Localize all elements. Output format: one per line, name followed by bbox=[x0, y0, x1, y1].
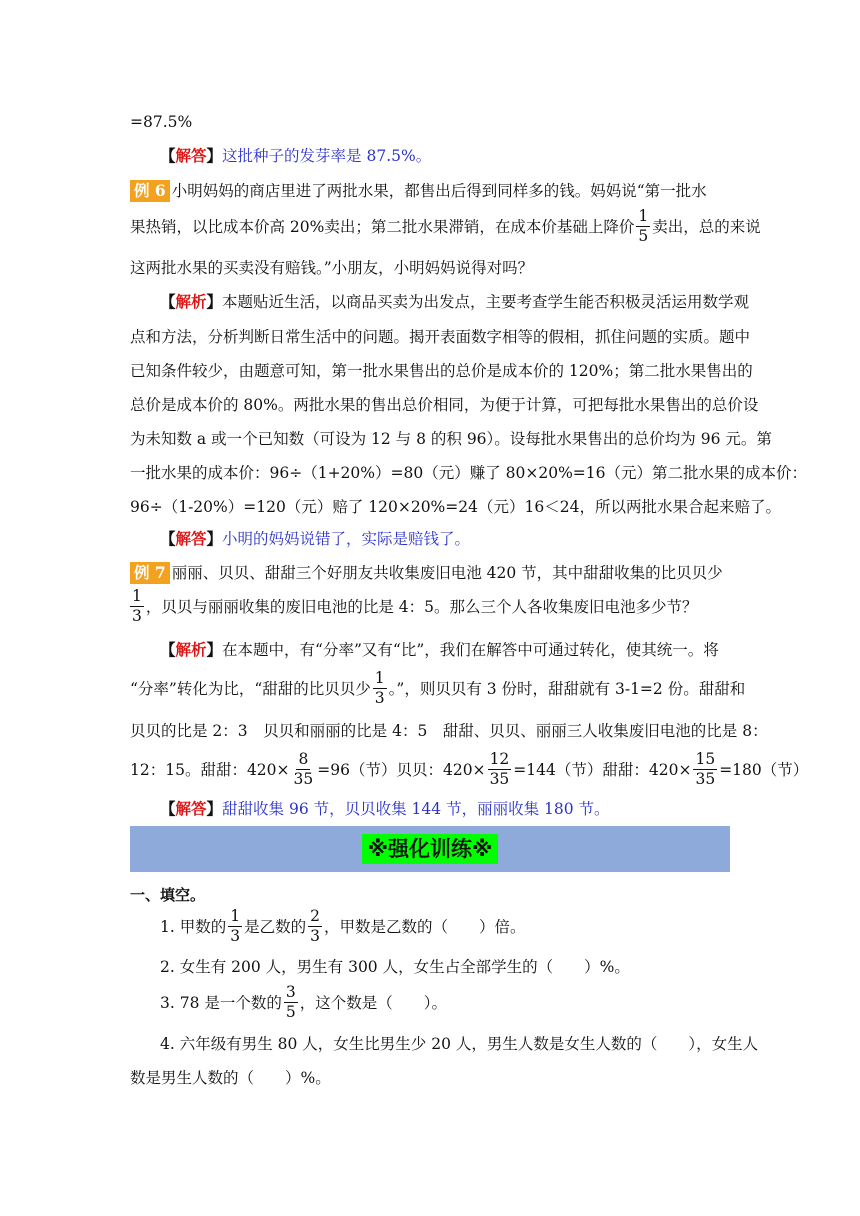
q1-fraction-1 bbox=[228, 907, 242, 946]
answer-text: 这批种子的发芽率是 87.5%。 bbox=[222, 147, 432, 165]
ex6-analysis-line4: 总价是成本价的 80%。两批水果的售出总价相同，为便于计算，可把每批水果售出的总价设 bbox=[130, 396, 759, 414]
answer-label: 解答 bbox=[175, 799, 207, 818]
fraction-denominator: 3 bbox=[374, 688, 385, 707]
analysis-label: 解析 bbox=[175, 640, 207, 659]
fraction-numerator: 3 bbox=[285, 982, 296, 1001]
analysis-text2b: 。”，则贝贝有 3 份时，甜甜就有 3-1=2 份。甜甜和 bbox=[388, 680, 746, 698]
bracket-open: 【 bbox=[160, 146, 176, 165]
bracket-close: 】 bbox=[206, 640, 223, 659]
ex6-line1 bbox=[130, 180, 707, 202]
analysis-text2a: “分率”转化为比，“甜甜的比贝贝少 bbox=[130, 680, 371, 698]
ex6-answer bbox=[160, 529, 470, 549]
ex7-analysis-line2 bbox=[130, 668, 745, 708]
fraction-numerator: 1 bbox=[374, 668, 385, 687]
answer-label: 解答 bbox=[175, 529, 207, 548]
fraction-denominator: 5 bbox=[285, 1002, 296, 1021]
fraction-denominator: 35 bbox=[293, 769, 314, 788]
ex6-analysis-line5: 为未知数 a 或一个已知数（可设为 12 与 8 的积 96）。设每批水果售出的总价均为 96 元。第 bbox=[130, 430, 772, 448]
fraction-denominator: 5 bbox=[638, 226, 649, 245]
bracket-open: 【 bbox=[160, 640, 176, 659]
analysis-text4b: =96（节）贝贝：420× bbox=[317, 761, 486, 779]
bracket-open: 【 bbox=[160, 799, 176, 818]
answer-label: 解答 bbox=[175, 146, 207, 165]
section-title: 一、填空。 bbox=[130, 886, 206, 904]
intro-result: =87.5% bbox=[130, 113, 193, 131]
analysis-text4a: 12：15。甜甜：420× bbox=[130, 761, 290, 779]
q1-text-b: 是乙数的 bbox=[244, 918, 307, 936]
question-4-line2: 数是男生人数的（ ）%。 bbox=[130, 1069, 331, 1087]
analysis-text: 本题贴近生活，以商品买卖为出发点，主要考查学生能否积极灵活运用数学观 bbox=[222, 293, 750, 311]
ex6-text2b: 卖出，总的来说 bbox=[652, 218, 761, 236]
answer-text: 甜甜收集 96 节，贝贝收集 144 节，丽丽收集 180 节。 bbox=[222, 800, 610, 818]
q3-text-a: 3. 78 是一个数的 bbox=[160, 994, 282, 1012]
bracket-close: 】 bbox=[206, 292, 223, 311]
fraction-numerator: 1 bbox=[132, 586, 142, 605]
answer-5 bbox=[160, 146, 431, 166]
fraction-denominator: 35 bbox=[489, 769, 510, 788]
fraction-numerator: 1 bbox=[230, 906, 241, 925]
fraction-numerator: 15 bbox=[695, 749, 716, 768]
ex7-analysis-line4 bbox=[130, 749, 808, 789]
fraction-numerator: 2 bbox=[310, 906, 320, 925]
ex7-text1: 丽丽、贝贝、甜甜三个好朋友共收集废旧电池 420 节，其中甜甜收集的比贝贝少 bbox=[171, 564, 723, 582]
fraction-12-35 bbox=[488, 750, 512, 789]
bracket-open: 【 bbox=[160, 292, 176, 311]
q3-fraction bbox=[284, 983, 298, 1022]
fraction-denominator: 3 bbox=[230, 926, 241, 945]
analysis-text4d: =180（节） bbox=[719, 761, 809, 779]
question-4-line1: 4. 六年级有男生 80 人，女生比男生少 20 人，男生人数是女生人数的（ ），女生人 bbox=[160, 1035, 759, 1053]
ex6-analysis-line3: 已知条件较少，由题意可知，第一批水果售出的总价是成本价的 120%；第二批水果售出的 bbox=[130, 362, 753, 380]
ex6-line3: 这两批水果的买卖没有赔钱。”小朋友，小明妈妈说得对吗？ bbox=[130, 259, 534, 277]
ex7-fraction bbox=[130, 587, 144, 626]
ex6-analysis-line6: 一批水果的成本价：96÷（1+20%）=80（元）赚了 80×20%=16（元）第二批水果的成本价： bbox=[130, 464, 808, 482]
analysis-text4c: =144（节）甜甜：420× bbox=[513, 761, 692, 779]
ex6-text1: 小明妈妈的商店里进了两批水果，都售出后得到同样多的钱。妈妈说“第一批水 bbox=[171, 182, 707, 200]
bracket-close: 】 bbox=[206, 529, 223, 548]
ex6-fraction bbox=[636, 207, 650, 246]
analysis-label: 解析 bbox=[175, 292, 207, 311]
ex7-line2 bbox=[130, 586, 698, 626]
fraction-numerator: 12 bbox=[489, 749, 510, 768]
ex7-analysis-line3: 贝贝的比是 2：3 贝贝和丽丽的比是 4：5 甜甜、贝贝、丽丽三人收集废旧电池的比是 8： bbox=[130, 722, 768, 740]
analysis-fraction bbox=[373, 669, 387, 708]
bracket-close: 】 bbox=[206, 799, 223, 818]
ex6-tag: 例 6 bbox=[130, 180, 170, 202]
fraction-denominator: 3 bbox=[132, 606, 142, 625]
q1-text-a: 1. 甲数的 bbox=[160, 918, 227, 936]
ex6-line2 bbox=[130, 206, 761, 246]
training-banner bbox=[130, 826, 730, 872]
fraction-15-35 bbox=[693, 750, 717, 789]
q1-text-c: ，甲数是乙数的（ ）倍。 bbox=[323, 918, 526, 936]
q3-text-b: ，这个数是（ ）。 bbox=[299, 994, 448, 1012]
ex7-analysis-line1 bbox=[160, 640, 719, 660]
ex7-text2: ，贝贝与丽丽收集的废旧电池的比是 4：5。那么三个人各收集废旧电池多少节？ bbox=[145, 598, 698, 616]
ex6-analysis-line1 bbox=[160, 292, 749, 312]
fraction-denominator: 35 bbox=[695, 769, 716, 788]
ex6-text2a: 果热销，以比成本价高 20%卖出；第二批水果滞销，在成本价基础上降价 bbox=[130, 218, 635, 236]
ex6-analysis-line7: 96÷（1-20%）=120（元）赔了 120×20%=24（元）16＜24，所以两批水果合起来赔了。 bbox=[130, 498, 781, 516]
question-3 bbox=[160, 982, 447, 1022]
ex6-analysis-line2: 点和方法，分析判断日常生活中的问题。揭开表面数字相等的假相，抓住问题的实质。题中 bbox=[130, 328, 751, 346]
question-1 bbox=[160, 906, 526, 946]
ex7-tag: 例 7 bbox=[130, 562, 170, 584]
ex7-line1 bbox=[130, 562, 723, 584]
analysis-text: 在本题中，有“分率”又有“比”，我们在解答中可通过转化，使其统一。将 bbox=[222, 641, 719, 659]
q1-fraction-2 bbox=[308, 907, 322, 946]
fraction-numerator: 1 bbox=[638, 206, 649, 225]
bracket-close: 】 bbox=[206, 146, 223, 165]
bracket-open: 【 bbox=[160, 529, 176, 548]
banner-title: ※强化训练※ bbox=[362, 834, 498, 864]
fraction-8-35 bbox=[292, 750, 316, 789]
answer-text: 小明的妈妈说错了，实际是赔钱了。 bbox=[222, 530, 471, 548]
fraction-numerator: 8 bbox=[298, 749, 309, 768]
fraction-denominator: 3 bbox=[310, 926, 320, 945]
question-2: 2. 女生有 200 人，男生有 300 人，女生占全部学生的（ ）%。 bbox=[160, 958, 630, 976]
ex7-answer bbox=[160, 799, 610, 819]
